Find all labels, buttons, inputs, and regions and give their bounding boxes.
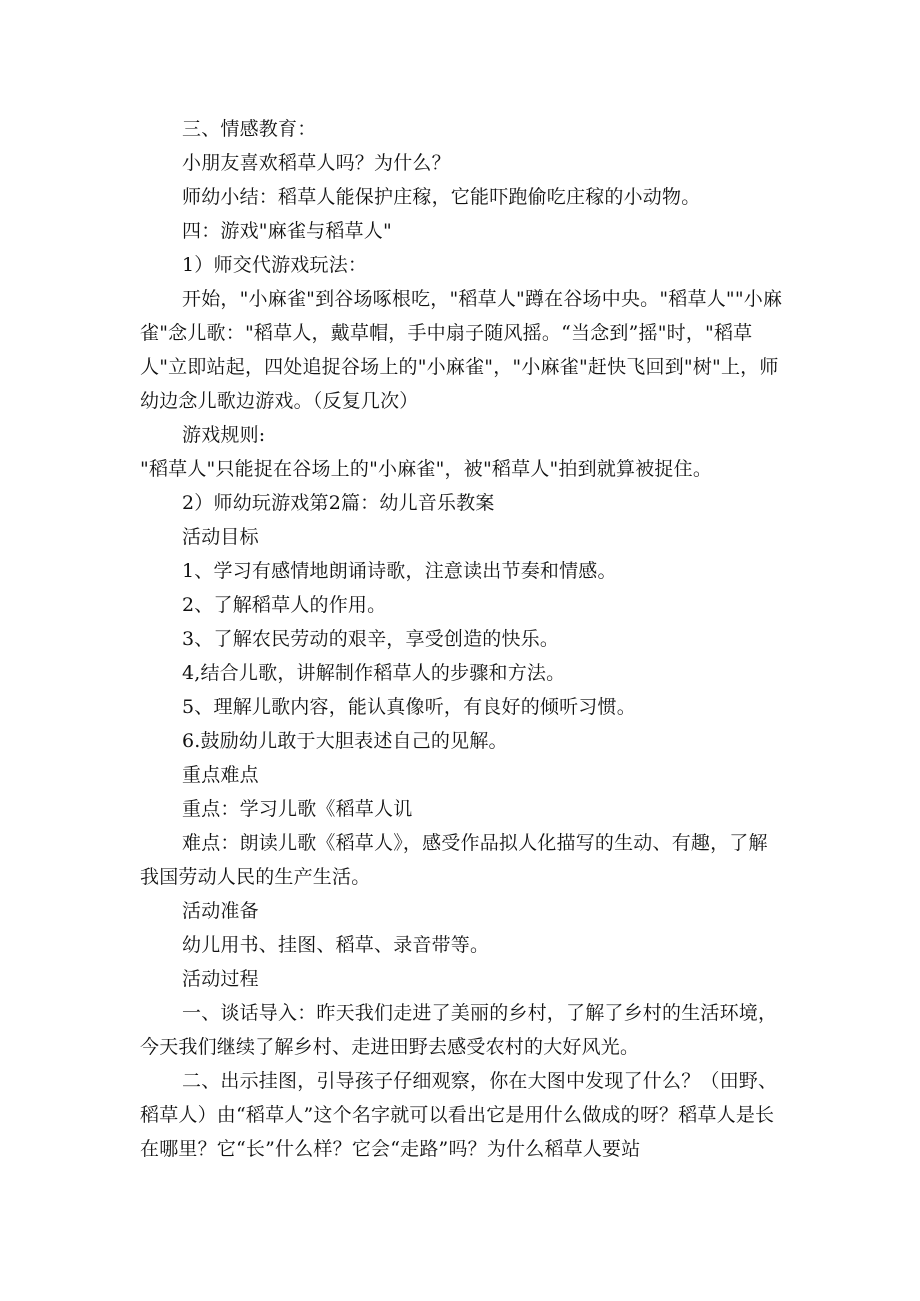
section-heading-key-points: 重点难点 — [182, 764, 259, 786]
paragraph: 一、谈话导入：昨天我们走进了美丽的乡村，了解了乡村的生活环境，今天我们继续了解乡村、走进田野去感受农村的大好风光。 — [140, 1002, 778, 1058]
paragraph: 开始，"小麻雀"到谷场啄根吃，"稻草人"蹲在谷场中央。"稻草人""小麻雀"念儿歌："稻草人，戴草帽，手中扇子随风摇。“当念到”摇"时，"稻草人"立即站起，四处追捉谷场上的"小麻雀"，"小麻雀"赶快飞回到"树"上，师幼边念儿歌边游戏。（反复几次） — [140, 288, 783, 412]
document-body — [140, 112, 785, 1166]
list-item: 2、了解稻草人的作用。 — [182, 594, 387, 616]
section-heading-game: 四：游戏"麻雀与稻草人" — [182, 220, 392, 242]
list-item: 5、理解儿歌内容，能认真像听，有良好的倾听习惯。 — [182, 696, 636, 718]
paragraph: 师幼小结：稻草人能保护庄稼，它能吓跑偷吃庄稼的小动物。 — [182, 186, 701, 208]
paragraph: 幼儿用书、挂图、稻草、录音带等。 — [182, 934, 490, 956]
paragraph: 游戏规则: — [182, 424, 266, 446]
section-heading-activity-goals: 活动目标 — [182, 526, 259, 548]
paragraph: 重点：学习儿歌《稻草人讥 — [182, 798, 413, 820]
section-heading-emotional-education: 三、情感教育： — [182, 118, 317, 140]
section-heading-process: 活动过程 — [182, 968, 259, 990]
paragraph: "稻草人"只能捉在谷场上的"小麻雀"，被"稻草人"拍到就算被捉住。 — [140, 458, 713, 480]
paragraph: 1）师交代游戏玩法： — [182, 254, 368, 276]
paragraph: 小朋友喜欢稻草人吗？为什么？ — [182, 152, 451, 174]
paragraph: 难点：朗读儿歌《稻草人》，感受作品拟人化描写的生动、有趣，了解我国劳动人民的生产生活。 — [140, 832, 768, 888]
list-item: 6.鼓励幼儿敢于大胆表述自己的见解。 — [182, 730, 508, 752]
section-heading-preparation: 活动准备 — [182, 900, 259, 922]
list-item: 4,结合儿歌，讲解制作稻草人的步骤和方法。 — [182, 662, 566, 684]
paragraph: 二、出示挂图，引导孩子仔细观察，你在大图中发现了什么？（田野、稻草人）由“稻草人”这个名字就可以看出它是用什么做成的呀？稻草人是长在哪里？它“长”什么样？它会“走路”吗？为什么稻草人要站 — [140, 1070, 778, 1160]
paragraph: 2）师幼玩游戏第2篇：幼儿音乐教案 — [182, 492, 495, 514]
list-item: 3、了解农民劳动的艰辛，享受创造的快乐。 — [182, 628, 560, 650]
list-item: 1、学习有感情地朗诵诗歌，注意读出节奏和情感。 — [182, 560, 617, 582]
